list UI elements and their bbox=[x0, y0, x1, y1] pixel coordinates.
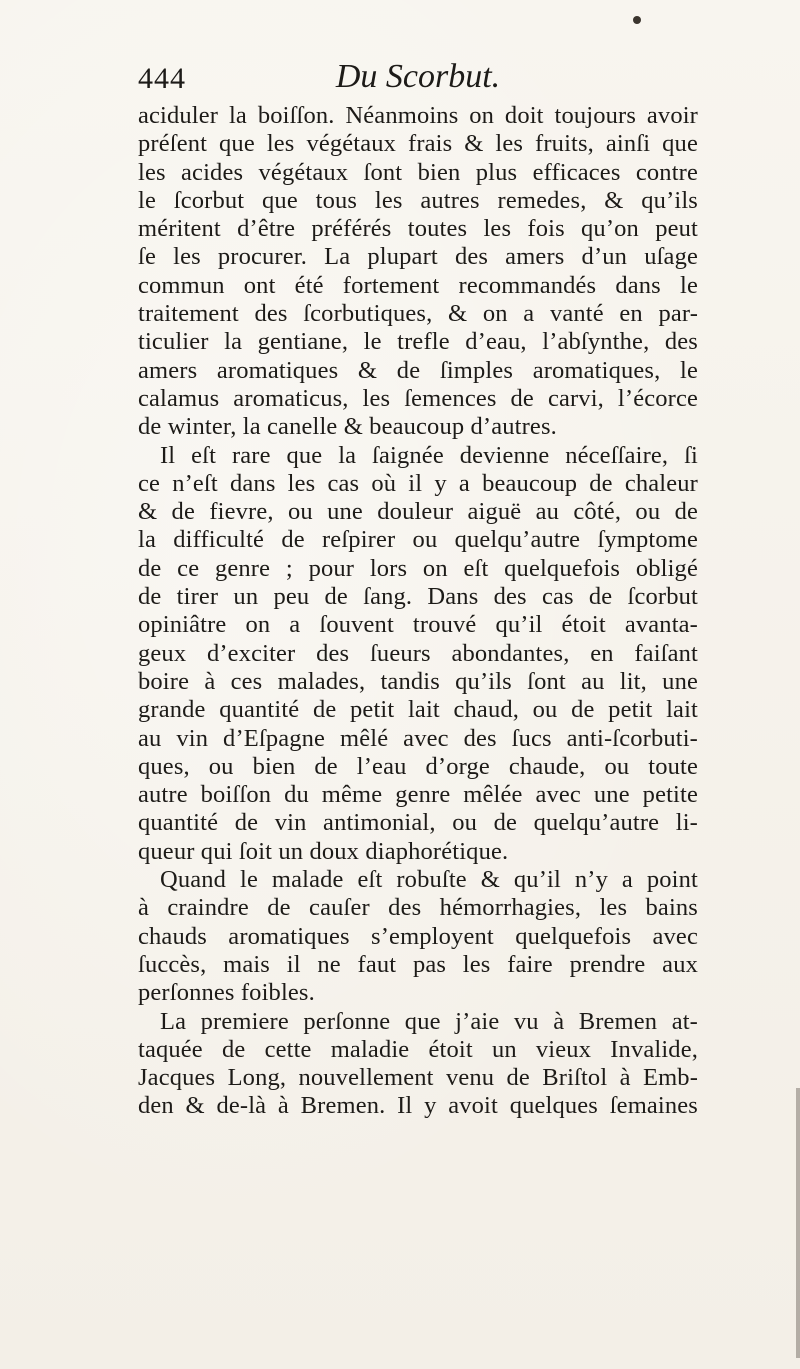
text-line: amers aromatiques & de ſimples aromatiques, le bbox=[138, 356, 698, 384]
text-line: ques, ou bien de l’eau d’orge chaude, ou toute bbox=[138, 752, 698, 780]
text-line: calamus aromaticus, les ſemences de carvi, l’écorce bbox=[138, 384, 698, 412]
page-number: 444 bbox=[138, 62, 186, 95]
text-line: traitement des ſcorbutiques, & on a vanté en par- bbox=[138, 300, 698, 328]
text-line: grande quantité de petit lait chaud, ou de petit lait bbox=[138, 696, 698, 724]
text-line: les acides végétaux ſont bien plus efficaces contre bbox=[138, 158, 698, 186]
paragraph-start-line: La premiere perſonne que j’aie vu à Bremen at- bbox=[160, 1007, 698, 1035]
page-header bbox=[138, 58, 698, 102]
text-line: au vin d’Eſpagne mêlé avec des ſucs anti-ſcorbuti- bbox=[138, 724, 698, 752]
running-title: Du Scorbut. bbox=[335, 58, 501, 95]
text-line: ce n’eſt dans les cas où il y a beaucoup de chaleur bbox=[138, 469, 698, 497]
text-line: à craindre de cauſer des hémorrhagies, les bains bbox=[138, 894, 698, 922]
text-line: aciduler la boiſſon. Néanmoins on doit toujours avoir bbox=[138, 102, 698, 129]
text-line: chauds aromatiques s’employent quelquefois avec bbox=[138, 922, 698, 950]
text-line: & de fievre, ou une douleur aiguë au côté, ou de bbox=[138, 498, 698, 526]
text-line: de winter, la canelle & beaucoup d’autres. bbox=[138, 413, 557, 441]
text-line: opiniâtre on a ſouvent trouvé qu’il étoit avanta- bbox=[138, 611, 698, 639]
text-line: perſonnes foibles. bbox=[138, 979, 315, 1007]
text-line: ticulier la gentiane, le trefle d’eau, l’abſynthe, des bbox=[138, 328, 698, 356]
text-line: queur qui ſoit un doux diaphorétique. bbox=[138, 837, 509, 865]
text-line: préſent que les végétaux frais & les fruits, ainſi que bbox=[138, 130, 698, 158]
text-line: Jacques Long, nouvellement venu de Briſtol à Emb- bbox=[138, 1064, 698, 1092]
text-line: commun ont été fortement recommandés dans le bbox=[138, 271, 698, 299]
paragraph-start-line: Il eſt rare que la ſaignée devienne néceſſaire, ſi bbox=[160, 441, 698, 469]
text-line: la difficulté de reſpirer ou quelqu’autre ſymptome bbox=[138, 526, 698, 554]
main-text bbox=[138, 102, 698, 1121]
text-line: ſe les procurer. La plupart des amers d’un uſage bbox=[138, 243, 698, 271]
text-line: quantité de vin antimonial, ou de quelqu’autre li- bbox=[138, 809, 698, 837]
paragraph-start-line: Quand le malade eſt robuſte & qu’il n’y a point bbox=[160, 866, 698, 894]
text-line: ſuccès, mais il ne faut pas les faire prendre aux bbox=[138, 950, 698, 978]
text-line: geux d’exciter des ſueurs abondantes, en faiſant bbox=[138, 639, 698, 667]
text-line: boire à ces malades, tandis qu’ils ſont au lit, une bbox=[138, 667, 698, 695]
text-line: autre boiſſon du même genre mêlée avec une petite bbox=[138, 781, 698, 809]
text-line: le ſcorbut que tous les autres remedes, & qu’ils bbox=[138, 186, 698, 214]
text-line: den & de-là à Bremen. Il y avoit quelques ſemaines bbox=[138, 1092, 698, 1120]
ink-dot bbox=[633, 16, 641, 24]
text-line: taquée de cette maladie étoit un vieux Invalide, bbox=[138, 1035, 698, 1063]
text-line: méritent d’être préférés toutes les fois qu’on peut bbox=[138, 215, 698, 243]
text-line: de tirer un peu de ſang. Dans des cas de ſcorbut bbox=[138, 583, 698, 611]
text-line: de ce genre ; pour lors on eſt quelquefois obligé bbox=[138, 554, 698, 582]
page-edge-mark bbox=[796, 1088, 800, 1358]
